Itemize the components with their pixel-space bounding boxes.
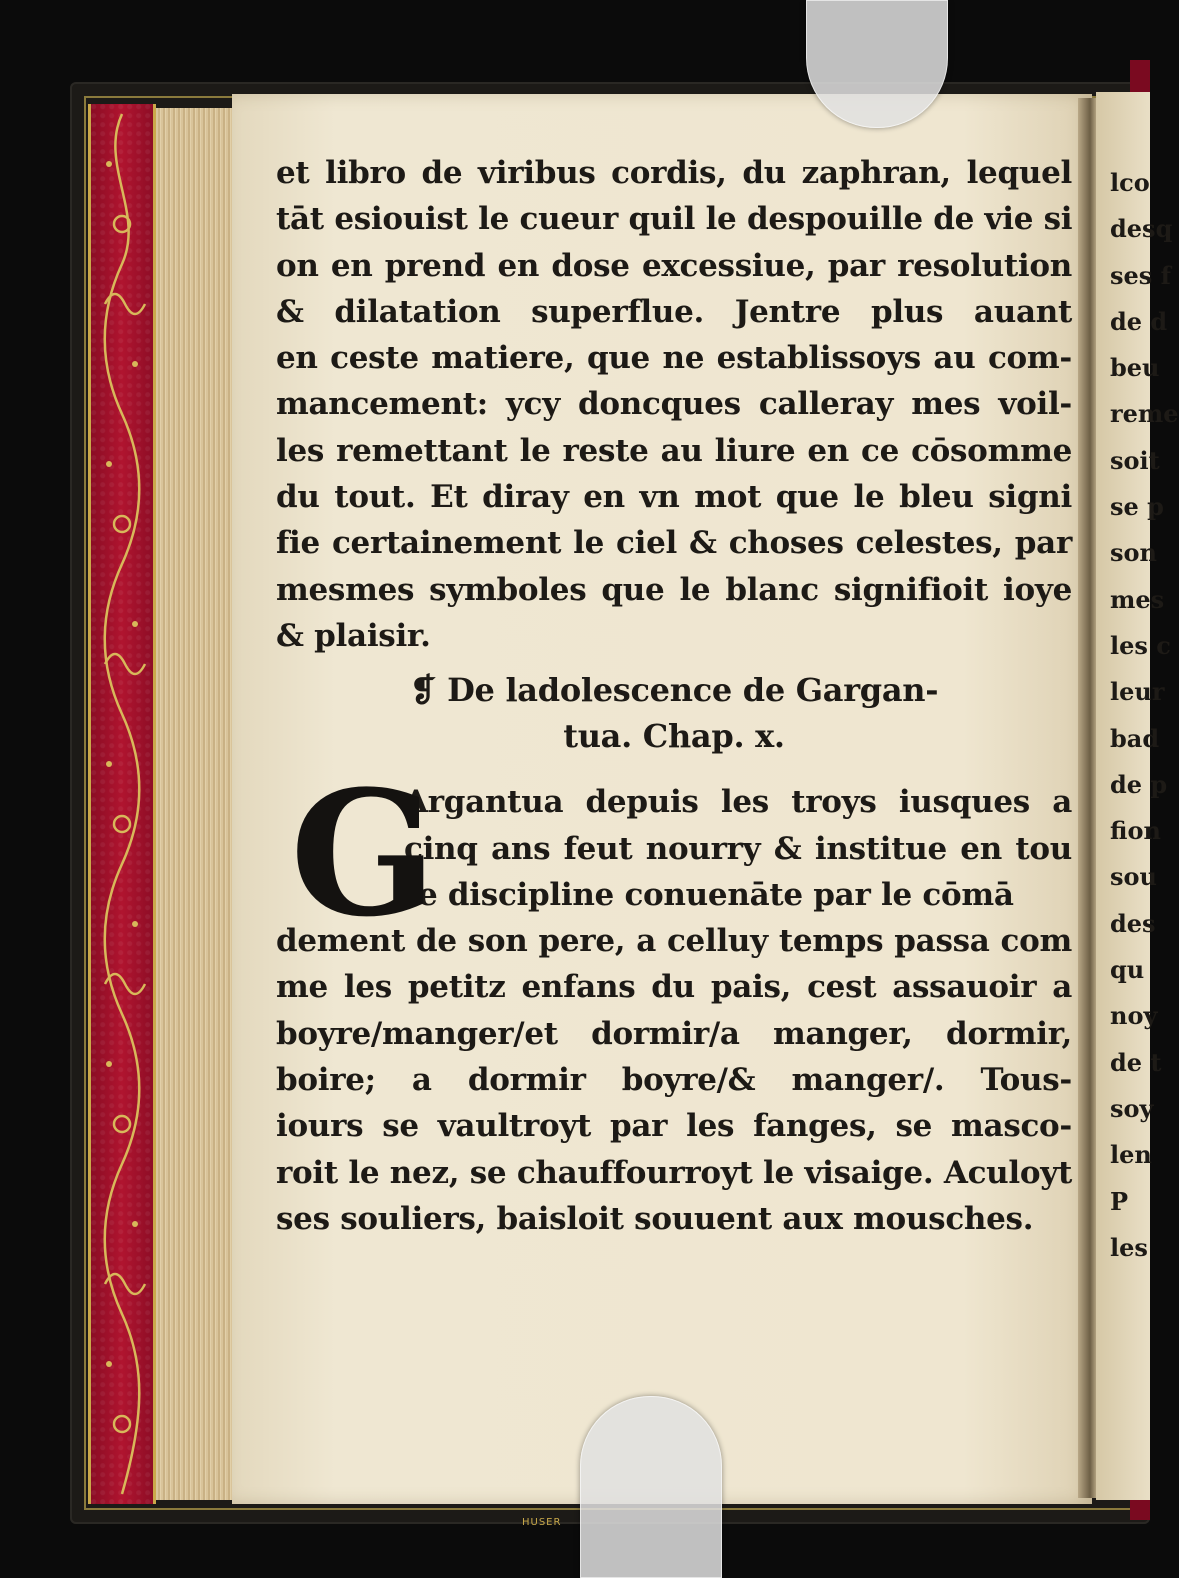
right-page-fragment: de p — [1110, 769, 1168, 799]
text-line: cinq ans feut nourry & institue en tou — [404, 830, 1072, 867]
right-page-fragment: soy — [1110, 1093, 1154, 1123]
text-line: & dilatation superflue. Jentre plus auant — [276, 293, 1072, 330]
right-page-fragment: reme — [1110, 399, 1179, 429]
text-line: mancement: ycy doncques calleray mes voil- — [276, 386, 1072, 423]
right-page-fragment: P — [1110, 1186, 1129, 1216]
chapter-heading — [276, 667, 1072, 759]
text-line: ses souliers, baisloit souuent aux mousches. — [276, 1200, 1034, 1237]
gilt-ornament-icon — [91, 104, 153, 1504]
right-page-text — [1110, 160, 1179, 1271]
right-page-fragment: mes — [1110, 584, 1165, 614]
heading-line: ❡ De ladolescence de Gargan- — [409, 671, 939, 710]
text-line: & plaisir. — [276, 617, 431, 654]
right-page-fragment: les c — [1110, 630, 1171, 660]
right-page-fragment: beu — [1110, 353, 1160, 383]
right-page-fragment: noy — [1110, 1001, 1158, 1031]
right-page-fragment: leur — [1110, 677, 1165, 707]
right-page-fragment: soit — [1110, 445, 1160, 475]
book-gutter — [1078, 98, 1098, 1498]
chapter-body — [276, 752, 1072, 1242]
chapter-paragraph — [276, 918, 1072, 1242]
text-line: te discipline conuenāte par le cōmā — [404, 876, 1014, 913]
right-page-fragment: se p — [1110, 492, 1164, 522]
heading-line: tua. Chap. x. — [563, 717, 785, 756]
text-line: mesmes symboles que le blanc signifioit ioye — [276, 571, 1072, 608]
right-page-fragment: des — [1110, 908, 1156, 938]
right-page-fragment: ses f — [1110, 260, 1171, 290]
right-page-fragment: sou — [1110, 862, 1157, 892]
right-page-fragment: de t — [1110, 1047, 1162, 1077]
text-line: en ceste matiere, que ne establissoys au com- — [276, 340, 1072, 377]
drop-capital: G — [290, 752, 437, 956]
red-doublure-panel — [88, 104, 156, 1504]
text-line: du tout. Et diray en vn mot que le bleu signi — [276, 479, 1072, 516]
right-page-fragment: qu — [1110, 955, 1145, 985]
text-line: iours se vaultroyt par les fanges, se masco- — [276, 1108, 1072, 1145]
binder-stamp: HUSER — [522, 1517, 562, 1528]
right-page-edge — [1096, 92, 1179, 1500]
right-page-fragment: lco — [1110, 168, 1150, 197]
right-page-fragment: len — [1110, 1140, 1152, 1170]
text-line: Argantua depuis les troys iusques a — [404, 784, 1072, 821]
text-line: boyre/manger/et dormir/a manger, dormir, — [276, 1015, 1072, 1052]
right-page-fragment: les — [1110, 1232, 1148, 1262]
text-line: roit le nez, se chauffourroyt le visaige. Aculoyt — [276, 1154, 1072, 1191]
right-page-fragment: son — [1110, 538, 1157, 568]
page-text — [276, 150, 1072, 1242]
text-line: et libro de viribus cordis, du zaphran, lequel — [276, 155, 1072, 191]
text-line: on en prend en dose excessiue, par resolution — [276, 247, 1072, 284]
text-line: les remettant le reste au liure en ce cōsomme — [276, 432, 1072, 469]
text-line: fie certainement le ciel & choses celestes, par — [276, 525, 1072, 562]
paragraph-continuation — [276, 150, 1072, 659]
right-page-fragment: bad — [1110, 723, 1160, 753]
right-page-fragment: desq — [1110, 214, 1173, 244]
text-line: tāt esiouist le cueur quil le despouille de vie si — [276, 201, 1073, 238]
right-page-fragment: fion — [1110, 816, 1161, 846]
right-page-fragment: de d — [1110, 306, 1168, 336]
text-line: boire; a dormir boyre/& manger/. Tous- — [276, 1062, 1072, 1099]
text-line: me les petitz enfans du pais, cest assauoir a — [276, 969, 1072, 1006]
page-edges — [156, 108, 237, 1500]
page-clip-bottom — [580, 1396, 722, 1578]
text-line: dement de son pere, a celluy temps passa com — [276, 923, 1072, 960]
